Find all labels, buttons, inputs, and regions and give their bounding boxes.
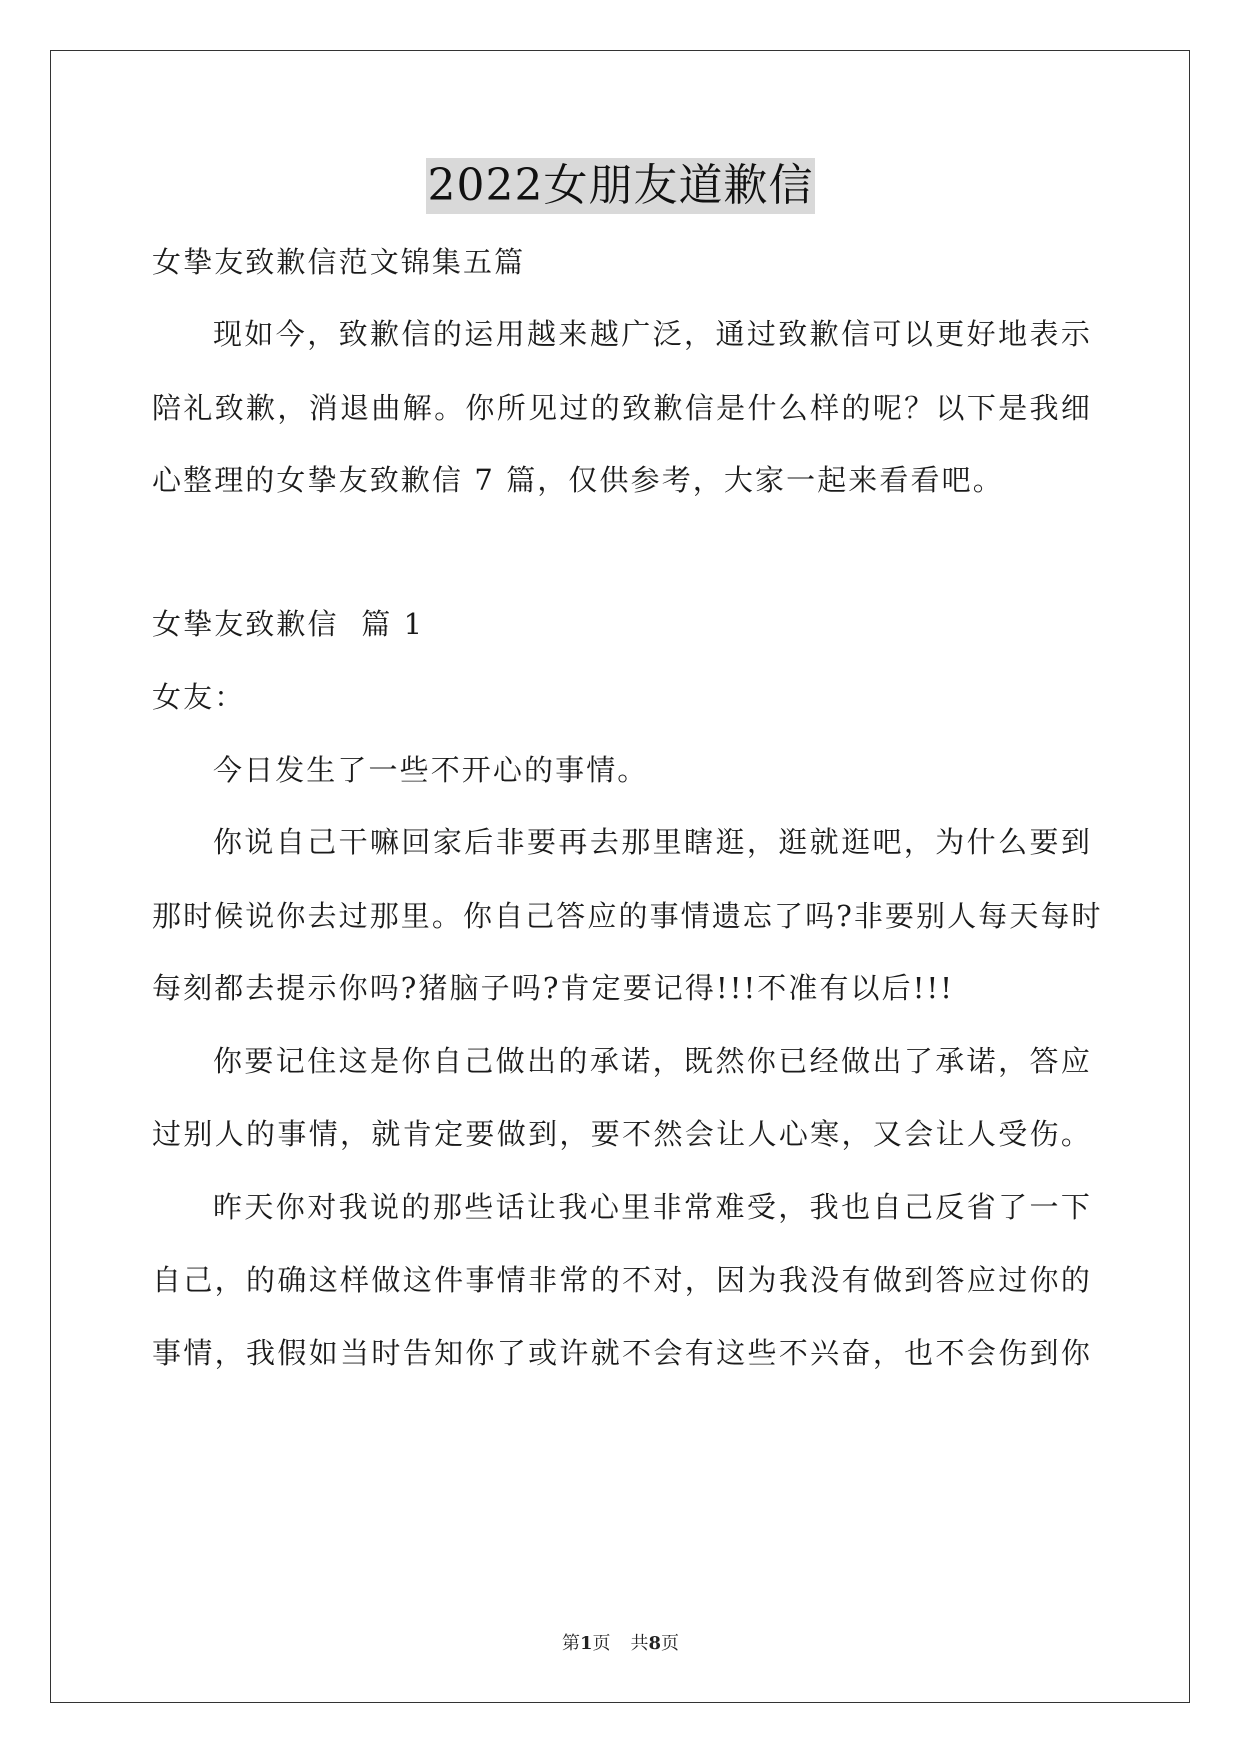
page-suffix: 页 (592, 1633, 611, 1654)
document-title: 2022女朋友道歉信 (426, 158, 816, 214)
section-heading: 女挚友致歉信 篇 1 (152, 607, 425, 641)
page-prefix: 第 (561, 1633, 580, 1654)
page-number: 1 (579, 1633, 593, 1654)
title-container (0, 158, 1241, 214)
subtitle: 女挚友致歉信范文锦集五篇 (152, 245, 526, 279)
body-line-4: 每刻都去提示你吗?猪脑子吗?肯定要记得!!!不准有以后!!! (152, 971, 955, 1005)
body-line-8: 自己，的确这样做这件事情非常的不对，因为我没有做到答应过你的 (152, 1263, 1092, 1297)
body-line-9: 事情，我假如当时告知你了或许就不会有这些不兴奋，也不会伤到你 (152, 1336, 1092, 1370)
total-prefix: 共 (630, 1633, 649, 1654)
intro-line-1: 现如今，致歉信的运用越来越广泛，通过致歉信可以更好地表示 (213, 317, 1092, 351)
total-suffix: 页 (661, 1633, 680, 1654)
body-line-3: 那时候说你去过那里。你自己答应的事情遗忘了吗?非要别人每天每时 (152, 899, 1103, 933)
body-line-2: 你说自己干嘛回家后非要再去那里瞎逛，逛就逛吧，为什么要到 (213, 825, 1092, 859)
body-line-6: 过别人的事情，就肯定要做到，要不然会让人心寒，又会让人受伤。 (152, 1117, 1092, 1151)
total-pages: 8 (648, 1633, 662, 1654)
body-line-1: 今日发生了一些不开心的事情。 (213, 753, 649, 787)
body-line-5: 你要记住这是你自己做出的承诺，既然你已经做出了承诺，答应 (213, 1044, 1092, 1078)
page-border (50, 50, 1190, 1703)
intro-line-3: 心整理的女挚友致歉信 7 篇，仅供参考，大家一起来看看吧。 (152, 463, 1004, 497)
salutation: 女友： (152, 680, 246, 714)
body-line-7: 昨天你对我说的那些话让我心里非常难受，我也自己反省了一下 (213, 1190, 1092, 1224)
page-footer (0, 1632, 1241, 1656)
intro-line-2: 陪礼致歉，消退曲解。你所见过的致歉信是什么样的呢？以下是我细 (152, 391, 1092, 425)
